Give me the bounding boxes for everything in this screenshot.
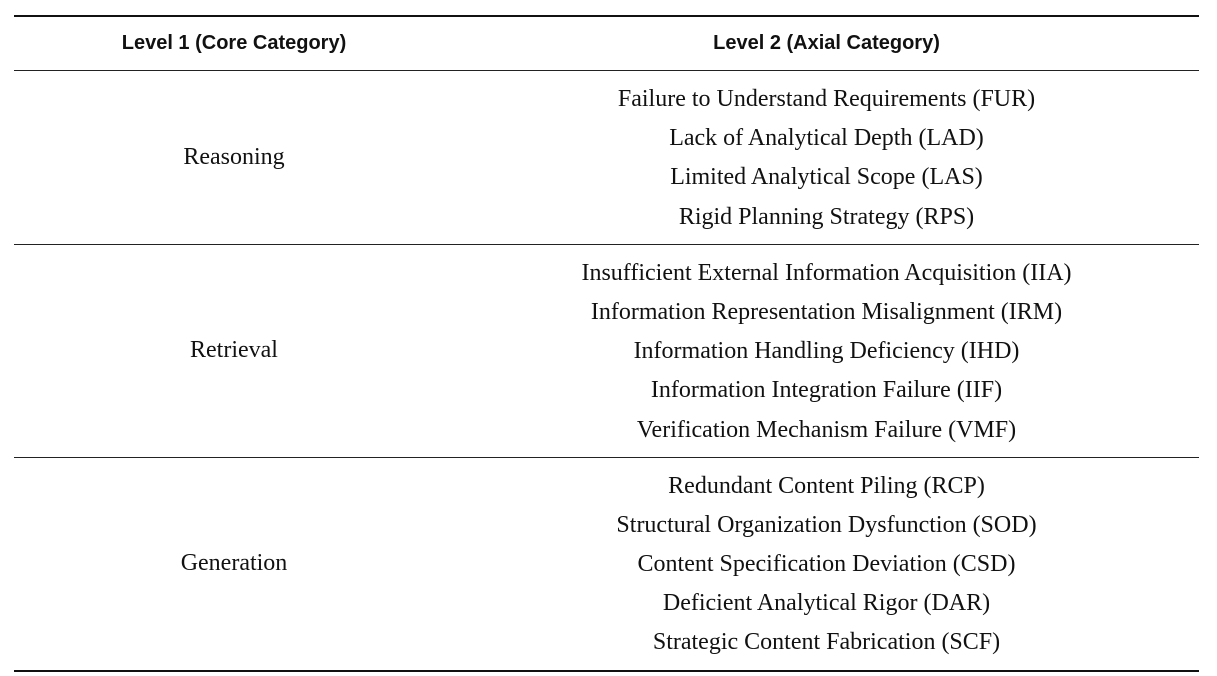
- axial-item: Limited Analytical Scope (LAS): [670, 164, 983, 191]
- table-bottom-rule: [14, 670, 1199, 672]
- axial-list-reasoning: [454, 71, 1199, 244]
- axial-item: Content Specification Deviation (CSD): [637, 551, 1016, 578]
- axial-item: Insufficient External Information Acquisition (IIA): [581, 259, 1072, 286]
- group-retrieval: [14, 245, 1199, 457]
- axial-item: Rigid Planning Strategy (RPS): [678, 203, 975, 230]
- axial-item: Verification Mechanism Failure (VMF): [636, 416, 1017, 443]
- axial-item: Deficient Analytical Rigor (DAR): [662, 590, 991, 617]
- table-header: [14, 17, 1199, 70]
- category-table: [14, 15, 1199, 672]
- axial-item: Lack of Analytical Depth (LAD): [669, 125, 984, 152]
- axial-item: Information Handling Deficiency (IHD): [633, 338, 1020, 365]
- axial-item: Failure to Understand Requirements (FUR): [617, 86, 1036, 112]
- core-category-generation: Generation: [180, 550, 288, 577]
- core-category-reasoning: Reasoning: [183, 143, 285, 170]
- header-level2: Level 2 (Axial Category): [713, 32, 940, 54]
- axial-item: Information Integration Failure (IIF): [650, 377, 1003, 404]
- group-generation: [14, 458, 1199, 670]
- core-category-retrieval: Retrieval: [190, 337, 278, 364]
- axial-item: Structural Organization Dysfunction (SOD): [616, 511, 1037, 538]
- axial-list-generation: [454, 458, 1199, 670]
- axial-item: Redundant Content Piling (RCP): [668, 472, 985, 499]
- axial-item: Strategic Content Fabrication (SCF): [652, 629, 1001, 656]
- axial-item: Information Representation Misalignment (IRM): [590, 298, 1063, 325]
- axial-list-retrieval: [454, 245, 1199, 457]
- group-reasoning: [14, 71, 1199, 244]
- header-level1: Level 1 (Core Category): [121, 32, 347, 54]
